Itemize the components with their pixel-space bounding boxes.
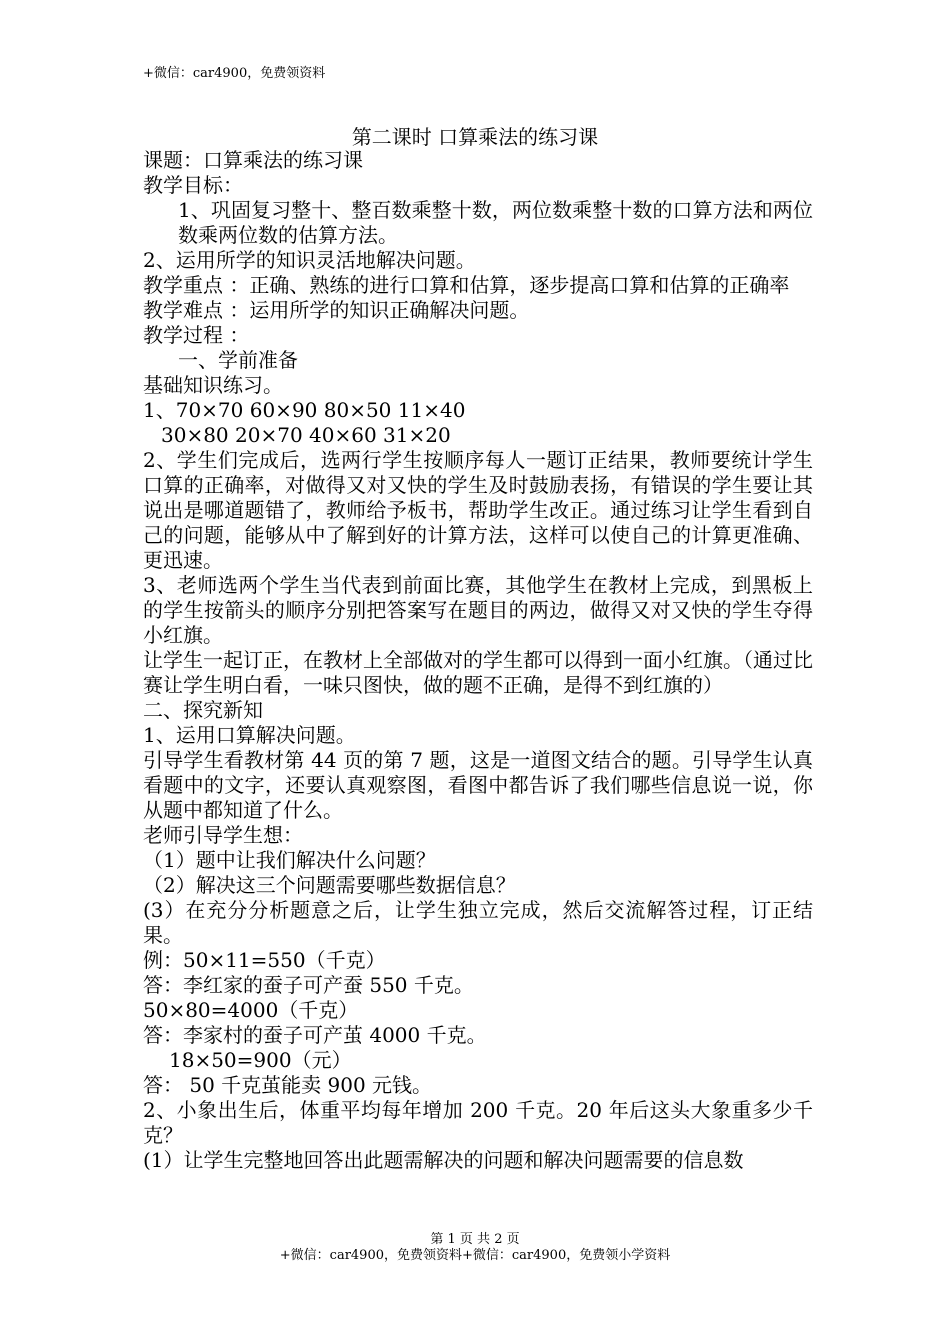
paragraph-exercise-row-2: 30×80 20×70 40×60 31×20	[161, 423, 451, 447]
footer-watermark-note: +微信：car4900，免费领资料+微信：car4900，免费领小学资料	[279, 1248, 671, 1263]
page-number: 第 1 页 共 2 页	[430, 1232, 520, 1247]
paragraph-answer-3: 答： 50 千克茧能卖 900 元钱。	[143, 1073, 433, 1097]
paragraph-answer-1: 答：李红家的蚕子可产蚕 550 千克。	[143, 973, 474, 997]
paragraph-objectives-heading: 教学目标：	[143, 173, 243, 197]
paragraph-basic-practice: 基础知识练习。	[143, 373, 283, 397]
paragraph-step-2: 2、学生们完成后，选两行学生按顺序每人一题订正结果，教师要统计学生口算的正确率，对做得又对又快的学生及时鼓励表扬，有错误的学生要让其说出是哪道题错了，教师给予板书，帮助学生改正。通过练习让学生看到自己的问题，能够从中了解到好的计算方法，这样可以使自己的计算更准确、更迅速。	[143, 448, 813, 572]
paragraph-example-1: 例：50×11=550（千克）	[143, 948, 386, 972]
section-heading-explore: 二、探究新知	[143, 698, 263, 722]
paragraph-correction: 让学生一起订正，在教材上全部做对的学生都可以得到一面小红旗。（通过比赛让学生明白看，一味只图快，做的题不正确，是得不到红旗的）	[143, 648, 813, 697]
paragraph-objective-1: 1、巩固复习整十、整百数乘整十数，两位数乘整十数的口算方法和两位数乘两位数的估算方法。	[178, 198, 813, 247]
paragraph-key-points: 教学重点 ：正确、熟练的进行口算和估算，逐步提高口算和估算的正确率	[143, 273, 790, 297]
paragraph-question-2: （2）解决这三个问题需要哪些数据信息？	[143, 873, 516, 897]
paragraph-step-3: 3、老师选两个学生当代表到前面比赛，其他学生在教材上完成，到黑板上的学生按箭头的顺序分别把答案写在题目的两边，做得又对又快的学生夺得小红旗。	[143, 573, 813, 647]
paragraph-process-heading: 教学过程 ：	[143, 323, 250, 347]
paragraph-apply-mental-math: 1、运用口算解决问题。	[143, 723, 356, 747]
section-heading-preparation: 一、学前准备	[178, 348, 298, 372]
paragraph-teacher-guide: 老师引导学生想：	[143, 823, 303, 847]
paragraph-difficulties: 教学难点 ：运用所学的知识正确解决问题。	[143, 298, 530, 322]
paragraph-question-3: (3）在充分分析题意之后，让学生独立完成，然后交流解答过程，订正结果。	[143, 898, 813, 947]
paragraph-example-2: 50×80=4000（千克）	[143, 998, 359, 1022]
paragraph-elephant-step-1: (1）让学生完整地回答出此题需解决的问题和解决问题需要的信息数	[143, 1148, 744, 1172]
paragraph-answer-2: 答：李家村的蚕子可产茧 4000 千克。	[143, 1023, 487, 1047]
paragraph-elephant-problem: 2、小象出生后，体重平均每年增加 200 千克。20 年后这头大象重多少千克？	[143, 1098, 813, 1147]
page-title: 第二课时 口算乘法的练习课	[351, 125, 599, 149]
paragraph-question-1: （1）题中让我们解决什么问题？	[143, 848, 436, 872]
paragraph-example-3: 18×50=900（元）	[169, 1048, 352, 1072]
paragraph-objective-2: 2、运用所学的知识灵活地解决问题。	[143, 248, 476, 272]
paragraph-textbook-guidance: 引导学生看教材第 44 页的第 7 题，这是一道图文结合的题。引导学生认真看题中的文字，还要认真观察图，看图中都告诉了我们哪些信息说一说，你从题中都知道了什么。	[143, 748, 813, 822]
paragraph-lesson-topic: 课题：口算乘法的练习课	[143, 148, 363, 172]
document-body	[143, 148, 813, 1173]
header-watermark-note: +微信：car4900，免费领资料	[143, 66, 326, 81]
paragraph-exercise-row-1: 1、70×70 60×90 80×50 11×40	[143, 398, 466, 422]
